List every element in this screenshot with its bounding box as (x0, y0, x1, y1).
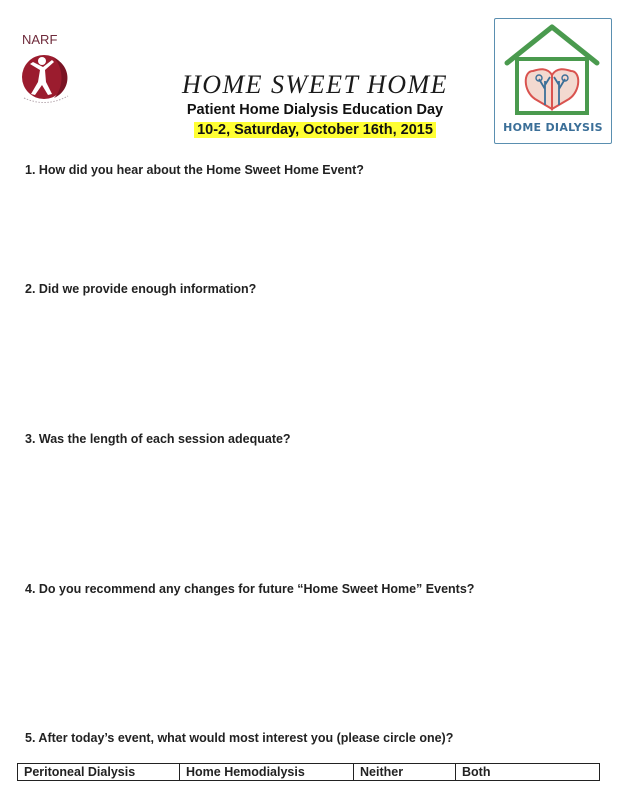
svg-text:NARF: NARF (22, 32, 58, 47)
event-subtitle: Patient Home Dialysis Education Day (186, 102, 444, 118)
home-dialysis-logo (494, 18, 612, 144)
options-row (18, 764, 600, 781)
question-5: 5. After today’s event, what would most interest you (please circle one)? (25, 731, 454, 745)
question-4: 4. Do you recommend any changes for future “Home Sweet Home” Events? (25, 582, 475, 596)
page-title: HOME SWEET HOME (181, 70, 449, 99)
option-neither[interactable]: Neither (354, 764, 456, 781)
question-2: 2. Did we provide enough information? (25, 282, 257, 296)
question-1: 1. How did you hear about the Home Sweet Home Event? (25, 163, 364, 177)
event-date (150, 121, 480, 139)
home-dialysis-logo-icon (495, 19, 610, 119)
option-home-hemodialysis[interactable]: Home Hemodialysis (180, 764, 354, 781)
narf-logo-icon (14, 22, 84, 106)
question-3: 3. Was the length of each session adequate? (25, 432, 291, 446)
option-peritoneal-dialysis[interactable]: Peritoneal Dialysis (18, 764, 180, 781)
event-date-text: 10-2, Saturday, October 16th, 2015 (194, 122, 436, 138)
narf-logo (14, 22, 84, 106)
interest-options-table (17, 763, 600, 781)
option-both[interactable]: Both (456, 764, 600, 781)
home-dialysis-logo-text: HOME DIALYSIS (503, 121, 603, 134)
